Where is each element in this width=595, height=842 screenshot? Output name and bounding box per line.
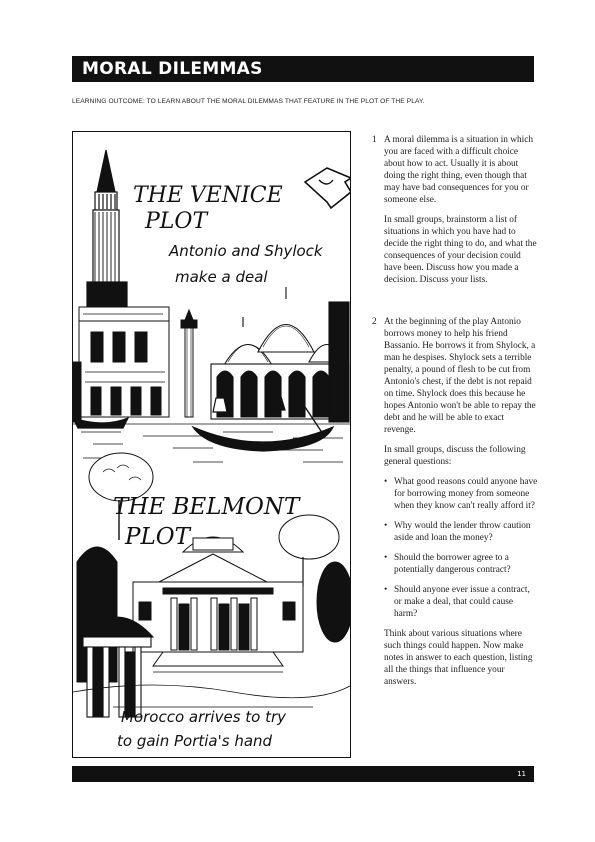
- page-number: 11: [517, 770, 526, 778]
- spacer: [372, 294, 538, 316]
- question-item: • Should the borrower agree to a potentially dangerous contract?: [384, 552, 538, 576]
- belmont-plot-title: THE BELMONT: [113, 494, 300, 520]
- palace-building-drawing: [73, 307, 169, 422]
- venice-caption: Antonio and Shylock: [169, 242, 323, 260]
- item-number: 1: [372, 135, 377, 145]
- activity-item-1: [372, 134, 538, 286]
- item-text: A moral dilemma is a situation in which you are faced with a difficult choice about how to act. Usually it is about doing the right thing, even though that may have bad consequences for you or someone else.: [384, 135, 533, 205]
- question-item: • What good reasons could anyone have for borrowing money from someone when they know can't really afford it?: [384, 476, 538, 512]
- item-number: 2: [372, 317, 377, 327]
- venice-plot-title: THE VENICE: [133, 183, 283, 208]
- curved-arrow-icon: [305, 168, 350, 208]
- belmont-caption: Morocco arrives to try: [121, 708, 287, 726]
- belmont-caption-2: to gain Portia's hand: [117, 732, 273, 750]
- venice-caption-2: make a deal: [175, 268, 268, 286]
- discussion-questions: [384, 476, 538, 620]
- page-title: MORAL DILEMMAS: [82, 59, 263, 79]
- venice-plot-title-2: PLOT: [145, 209, 208, 234]
- question-item: • Should anyone ever issue a contract, or make a deal, that could cause harm?: [384, 584, 538, 620]
- venice-belmont-illustration: [73, 132, 350, 757]
- activity-item-2: [372, 316, 538, 688]
- footer-bar: [72, 766, 534, 782]
- item-text: At the beginning of the play Antonio borrows money to help his friend Bassanio. He borrows it from Shylock, a man he despises. Shylock sets a terrible penalty, a pound of flesh to be cut from Antonio's chest, if the debt is not repaid on time. Shylock does this because he hopes Antonio won't be able to repay the debt and he will be able to exact revenge.: [384, 317, 536, 435]
- learning-outcome: LEARNING OUTCOME: TO LEARN ABOUT THE MORAL DILEMMAS THAT FEATURE IN THE PLOT OF THE PLAY.: [72, 98, 425, 105]
- item-task: In small groups, brainstorm a list of situations in which you have had to decide the right thing to do, and what the consequences of your decision could have been. Discuss how you made a decision. Discuss your lists.: [384, 215, 537, 285]
- page-title-bar: [72, 56, 534, 82]
- column-drawing: [181, 310, 197, 417]
- illustration-panel: [72, 131, 351, 758]
- activity-column: [372, 134, 538, 696]
- item-task: In small groups, discuss the following general questions:: [384, 445, 526, 467]
- belmont-villa-drawing: [133, 537, 303, 672]
- belmont-plot-title-2: PLOT: [125, 524, 190, 550]
- item-closing: Think about various situations where such things could happen. Now make notes in answer to each question, listing all the things that influence your answers.: [384, 629, 533, 687]
- question-item: • Why would the lender throw caution aside and loan the money?: [384, 520, 538, 544]
